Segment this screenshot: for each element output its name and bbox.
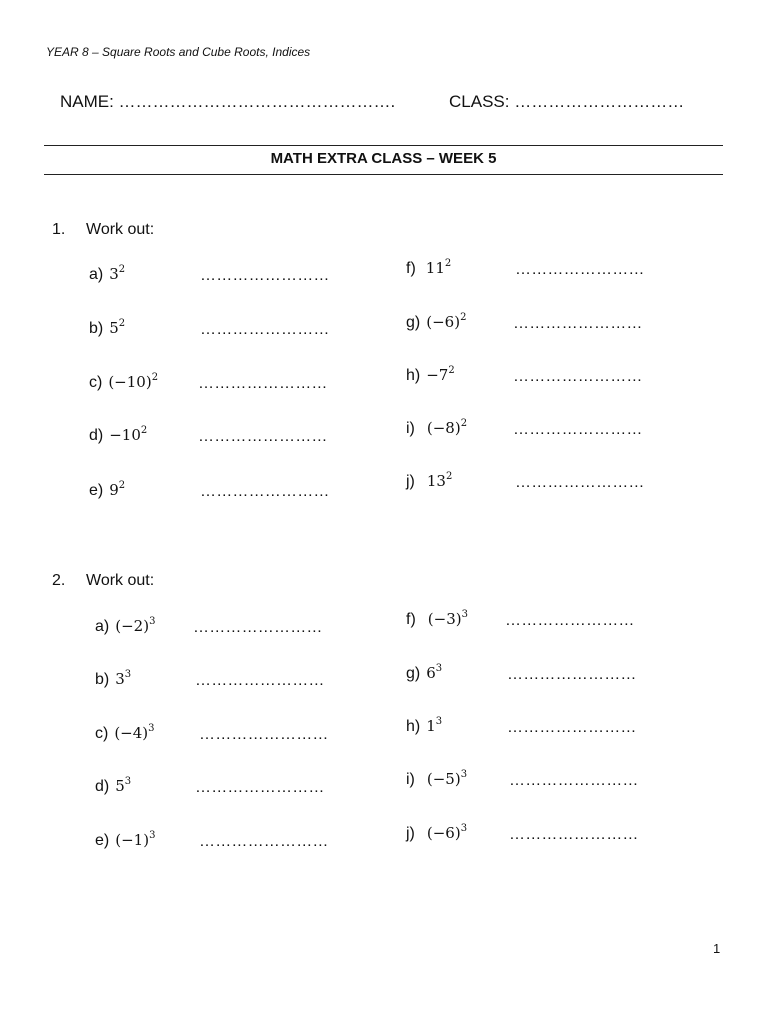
item-label: e) — [89, 482, 104, 499]
item-expression: $-10^2$ — [109, 425, 148, 444]
item-label: d) — [89, 427, 104, 444]
q1-answer-line-e: …………………… — [200, 483, 330, 500]
item-expression: $(-6)^3$ — [426, 823, 468, 842]
worksheet-title: MATH EXTRA CLASS – WEEK 5 — [270, 150, 497, 167]
q2-item-i — [406, 770, 467, 789]
q2-answer-line-i: …………………… — [509, 772, 639, 789]
q1-item-h — [406, 366, 455, 385]
item-expression: $5^2$ — [109, 318, 126, 337]
q2-item-d — [95, 777, 131, 796]
item-label: b) — [95, 671, 110, 688]
item-expression: $(-8)^2$ — [426, 418, 468, 437]
item-label: c) — [95, 725, 109, 742]
item-label: f) — [406, 260, 416, 277]
q1-item-f — [406, 259, 451, 278]
q1-answer-line-h: …………………… — [513, 368, 643, 385]
item-label: g) — [406, 665, 421, 682]
q2-item-a — [95, 617, 155, 636]
item-expression: $(-6)^2$ — [426, 312, 467, 331]
q2-answer-line-e: …………………… — [199, 833, 329, 850]
item-expression: $9^2$ — [109, 480, 126, 499]
q1-item-d — [89, 426, 147, 445]
q2-answer-line-b: …………………… — [195, 672, 325, 689]
item-expression: $5^3$ — [115, 776, 132, 795]
item-label: b) — [89, 320, 104, 337]
question-2-prompt: Work out: — [86, 572, 155, 589]
q2-item-c — [95, 724, 155, 743]
q2-item-e — [95, 831, 155, 850]
q1-item-j — [406, 472, 452, 491]
question-2-number: 2. — [52, 572, 66, 589]
item-label: i) — [406, 771, 415, 788]
q1-answer-line-a: …………………… — [200, 267, 330, 284]
q2-item-b — [95, 670, 131, 689]
q2-item-h — [406, 717, 442, 736]
item-label: d) — [95, 778, 110, 795]
item-expression: $11^2$ — [425, 258, 452, 277]
item-label: a) — [89, 266, 104, 283]
item-expression: $(-3)^3$ — [427, 609, 468, 628]
item-expression: $3^2$ — [109, 264, 126, 283]
title-bottom-rule — [44, 174, 723, 175]
q2-item-g — [406, 664, 442, 683]
item-expression: $3^3$ — [115, 669, 132, 688]
q1-answer-line-d: …………………… — [198, 428, 328, 445]
item-label: f) — [406, 611, 416, 628]
worksheet-subtitle: YEAR 8 – Square Roots and Cube Roots, Indices — [46, 45, 311, 59]
q2-answer-line-g: …………………… — [507, 666, 637, 683]
item-expression: $(-10)^2$ — [108, 372, 159, 391]
q2-answer-line-j: …………………… — [509, 826, 639, 843]
q2-answer-line-c: …………………… — [199, 726, 329, 743]
item-label: c) — [89, 374, 103, 391]
item-expression: $(-1)^3$ — [115, 830, 156, 849]
item-expression: $(-5)^3$ — [426, 769, 468, 788]
q2-answer-line-a: …………………… — [193, 619, 323, 636]
question-1-prompt: Work out: — [86, 221, 155, 238]
item-label: a) — [95, 618, 110, 635]
item-expression: $6^3$ — [426, 663, 443, 682]
item-label: g) — [406, 314, 421, 331]
item-label: j) — [406, 473, 415, 490]
q1-answer-line-b: …………………… — [200, 321, 330, 338]
item-label: i) — [406, 420, 415, 437]
item-label: e) — [95, 832, 110, 849]
item-expression: $1^3$ — [426, 716, 443, 735]
item-label: h) — [406, 718, 421, 735]
question-1-number: 1. — [52, 221, 66, 238]
q1-item-e — [89, 481, 125, 500]
item-label: h) — [406, 367, 421, 384]
q2-answer-line-h: …………………… — [507, 719, 637, 736]
q1-answer-line-j: …………………… — [515, 474, 645, 491]
q2-answer-line-f: …………………… — [505, 612, 635, 629]
q2-item-f — [406, 610, 468, 629]
page-number: 1 — [713, 941, 721, 956]
class-field-label: CLASS: ………………………… — [449, 92, 685, 111]
q1-answer-line-i: …………………… — [513, 421, 643, 438]
q1-answer-line-g: …………………… — [513, 315, 643, 332]
title-top-rule — [44, 145, 723, 146]
name-field-label: NAME: …………………………………………. — [60, 92, 396, 111]
item-expression: $13^2$ — [426, 471, 453, 490]
q1-item-a — [89, 265, 125, 284]
item-expression: $(-2)^3$ — [115, 616, 156, 635]
q1-item-i — [406, 419, 467, 438]
q2-answer-line-d: …………………… — [195, 779, 325, 796]
q2-item-j — [406, 824, 467, 843]
item-expression: $-7^2$ — [426, 365, 455, 384]
q1-answer-line-c: …………………… — [198, 375, 328, 392]
q1-item-g — [406, 313, 466, 332]
item-label: j) — [406, 825, 415, 842]
q1-item-b — [89, 319, 125, 338]
item-expression: $(-4)^3$ — [114, 723, 155, 742]
q1-item-c — [89, 373, 158, 392]
q1-answer-line-f: …………………… — [515, 261, 645, 278]
